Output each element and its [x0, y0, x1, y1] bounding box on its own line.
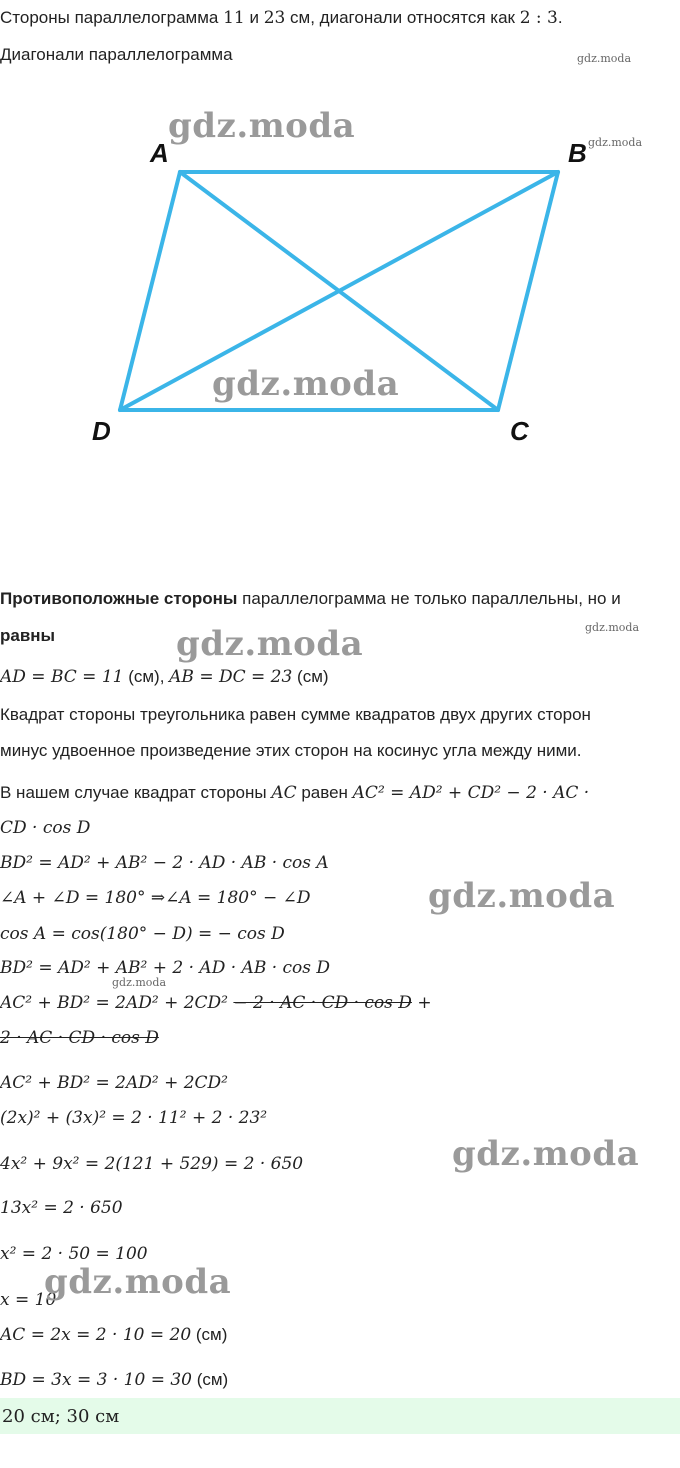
paragraph-our-case-line2: CD · cos D — [0, 818, 91, 838]
math: AC² + BD² = 2AD² + 2CD² — [0, 993, 234, 1013]
equation-line: x² = 2 · 50 = 100 — [0, 1244, 148, 1264]
side-one: 11 — [223, 8, 245, 28]
problem-statement — [0, 8, 563, 28]
question: Диагонали параллелограмма — [0, 45, 233, 64]
watermark-small: gdz.moda — [585, 621, 640, 634]
result-ac — [0, 1325, 227, 1345]
side-two: 23 — [263, 8, 286, 28]
side-da — [120, 172, 180, 410]
equation-line: AC² + BD² = 2AD² + 2CD² — [0, 1073, 228, 1093]
text: (см), — [123, 667, 170, 686]
text: равен — [296, 783, 353, 802]
bold-term: равны — [0, 626, 56, 645]
problem-text: и — [244, 8, 264, 27]
equation-line: (2x)² + (3x)² = 2 · 11² + 2 · 23² — [0, 1108, 268, 1128]
watermark: gdz.moda — [428, 876, 616, 916]
math: AC = 2x = 2 · 10 = 20 — [0, 1325, 192, 1345]
math: + — [411, 993, 432, 1013]
equation-line: 13x² = 2 · 650 — [0, 1198, 123, 1218]
paragraph-our-case — [0, 783, 589, 803]
equation-line: cos A = cos(180° − D) = − cos D — [0, 924, 285, 944]
problem-text: . — [557, 8, 563, 27]
equation-line-crossed: 2 · AC · CD · cos D — [0, 1028, 159, 1048]
result-bd — [0, 1370, 228, 1390]
text: В нашем случае квадрат стороны — [0, 783, 272, 802]
watermark: gdz.moda — [212, 364, 400, 404]
watermark: gdz.moda — [176, 624, 364, 664]
bold-term: Противоположные стороны — [0, 589, 238, 608]
text: (см) — [292, 667, 329, 686]
paragraph-opposite-sides-line2 — [0, 626, 55, 646]
crossed-term: − 2 · AC · CD · cos D — [233, 993, 412, 1013]
parallelogram-diagram — [0, 100, 680, 580]
vertex-label-d: D — [92, 416, 111, 446]
problem-text: Стороны параллелограмма — [0, 8, 224, 27]
paragraph-cosine-law-line2: минус удвоенное произведение этих сторон на косинус угла между ними. — [0, 741, 582, 760]
math: AC — [271, 783, 297, 803]
watermark-small: gdz.moda — [577, 52, 632, 65]
watermark: gdz.moda — [44, 1262, 232, 1302]
unit: (см) — [191, 1325, 228, 1344]
math: AD = BC = 11 — [0, 667, 124, 687]
problem-text: см, диагонали относятся как — [285, 8, 520, 27]
math: BD = 3x = 3 · 10 = 30 — [0, 1370, 192, 1390]
vertex-label-a: A — [150, 138, 169, 168]
watermark-small: gdz.moda — [112, 976, 167, 989]
paragraph-cosine-law: Квадрат стороны треугольника равен сумме квадратов двух других сторон — [0, 705, 591, 724]
side-bc — [498, 172, 558, 410]
math: AB = DC = 23 — [169, 667, 293, 687]
watermark: gdz.moda — [168, 106, 356, 146]
equation-line: 4x² + 9x² = 2(121 + 529) = 2 · 650 — [0, 1154, 304, 1174]
diagonal-ratio: 2 : 3 — [519, 8, 558, 28]
watermark: gdz.moda — [452, 1134, 640, 1174]
answer-box — [0, 1398, 680, 1434]
equation-sides — [0, 667, 329, 687]
unit: (см) — [191, 1370, 229, 1389]
paragraph-text: параллелограмма не только параллельны, но и — [237, 589, 621, 608]
equation-line: ∠A + ∠D = 180° ⇒∠A = 180° − ∠D — [0, 888, 311, 908]
equation-line: x = 10 — [0, 1290, 57, 1310]
answer-text: 20 см; 30 см — [2, 1406, 120, 1427]
equation-line: BD² = AD² + AB² − 2 · AD · AB · cos A — [0, 853, 329, 873]
math: AC² = AD² + CD² − 2 · AC · — [352, 783, 590, 803]
equation-line — [0, 993, 432, 1013]
paragraph-opposite-sides — [0, 589, 621, 609]
vertex-label-b: B — [568, 138, 587, 168]
equation-line: BD² = AD² + AB² + 2 · AD · AB · cos D — [0, 958, 331, 978]
vertex-label-c: C — [510, 416, 529, 446]
watermark-small: gdz.moda — [588, 136, 643, 149]
